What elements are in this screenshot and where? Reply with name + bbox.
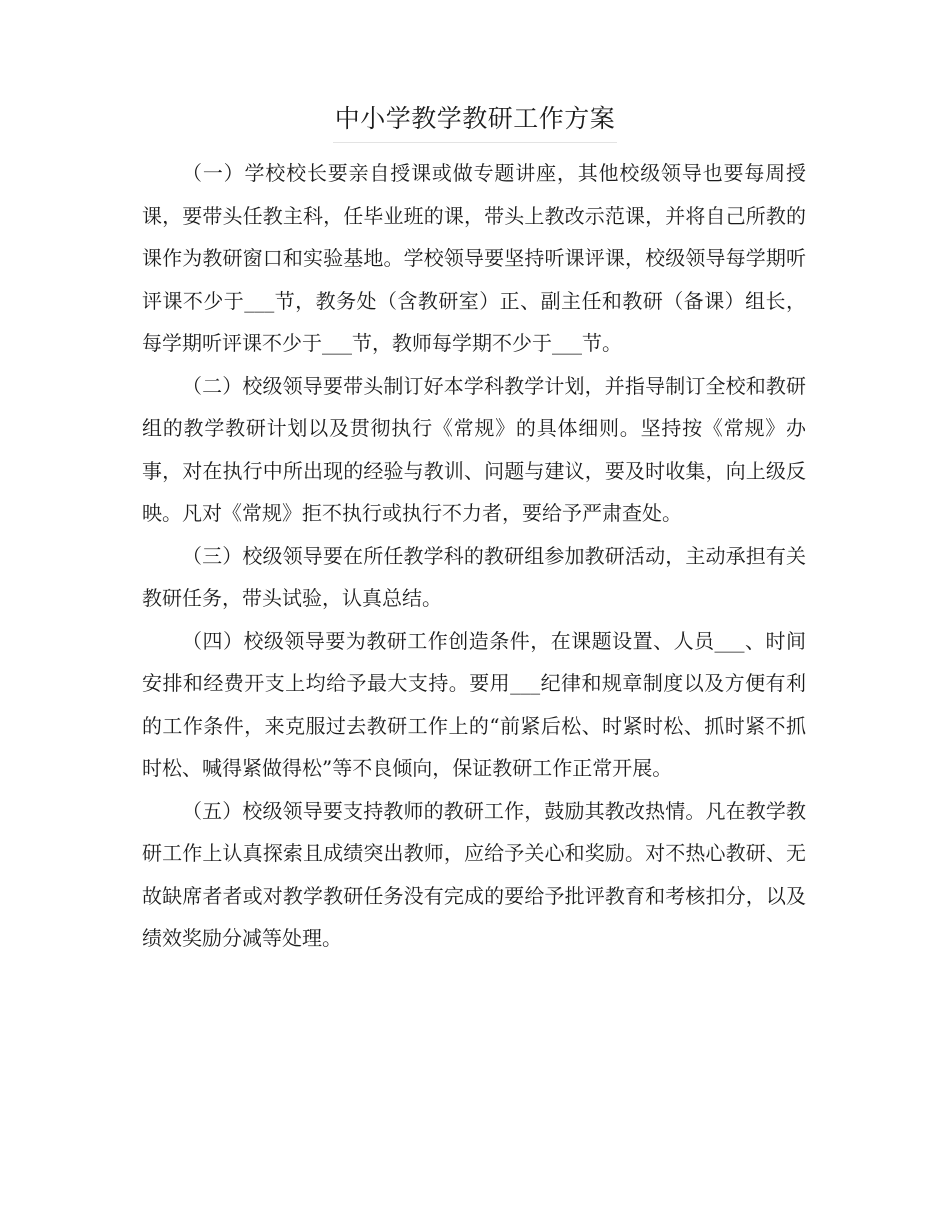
title-container (0, 100, 950, 143)
paragraph-3: （三）校级领导要在所任教学科的教研组参加教研活动，主动承担有关教研任务，带头试验，认真总结。 (142, 543, 806, 610)
paragraph-4: （四）校级领导要为教研工作创造条件，在课题设置、人员___、时间安排和经费开支上均给予最大支持。要用___纪律和规章制度以及方便有利的工作条件，来克服过去教研工作上的“前紧后松、时紧时松、抓时紧不抓时松、喊得紧做得松”等不良倾向，保证教研工作正常开展。 (142, 628, 806, 780)
document-title: 中小学教学教研工作方案 (333, 100, 618, 143)
paragraph-1: （一）学校校长要亲自授课或做专题讲座，其他校级领导也要每周授课，要带头任教主科，任毕业班的课，带头上教改示范课，并将自己所教的课作为教研窗口和实验基地。学校领导要坚持听课评课，校级领导每学期听评课不少于___节，教务处（含教研室）正、副主任和教研（备课）组长，每学期听评课不少于___节，教师每学期不少于___节。 (142, 161, 806, 355)
paragraph-2: （二）校级领导要带头制订好本学科教学计划，并指导制订全校和教研组的教学教研计划以及贯彻执行《常规》的具体细则。坚持按《常规》办事，对在执行中所出现的经验与教训、问题与建议，要及时收集，向上级反映。凡对《常规》拒不执行或执行不力者，要给予严肃查处。 (142, 373, 806, 525)
document-body (142, 152, 806, 960)
paragraph-5: （五）校级领导要支持教师的教研工作，鼓励其教改热情。凡在教学教研工作上认真探索且成绩突出教师，应给予关心和奖励。对不热心教研、无故缺席者者或对教学教研任务没有完成的要给予批评教育和考核扣分，以及绩效奖励分减等处理。 (142, 798, 806, 950)
